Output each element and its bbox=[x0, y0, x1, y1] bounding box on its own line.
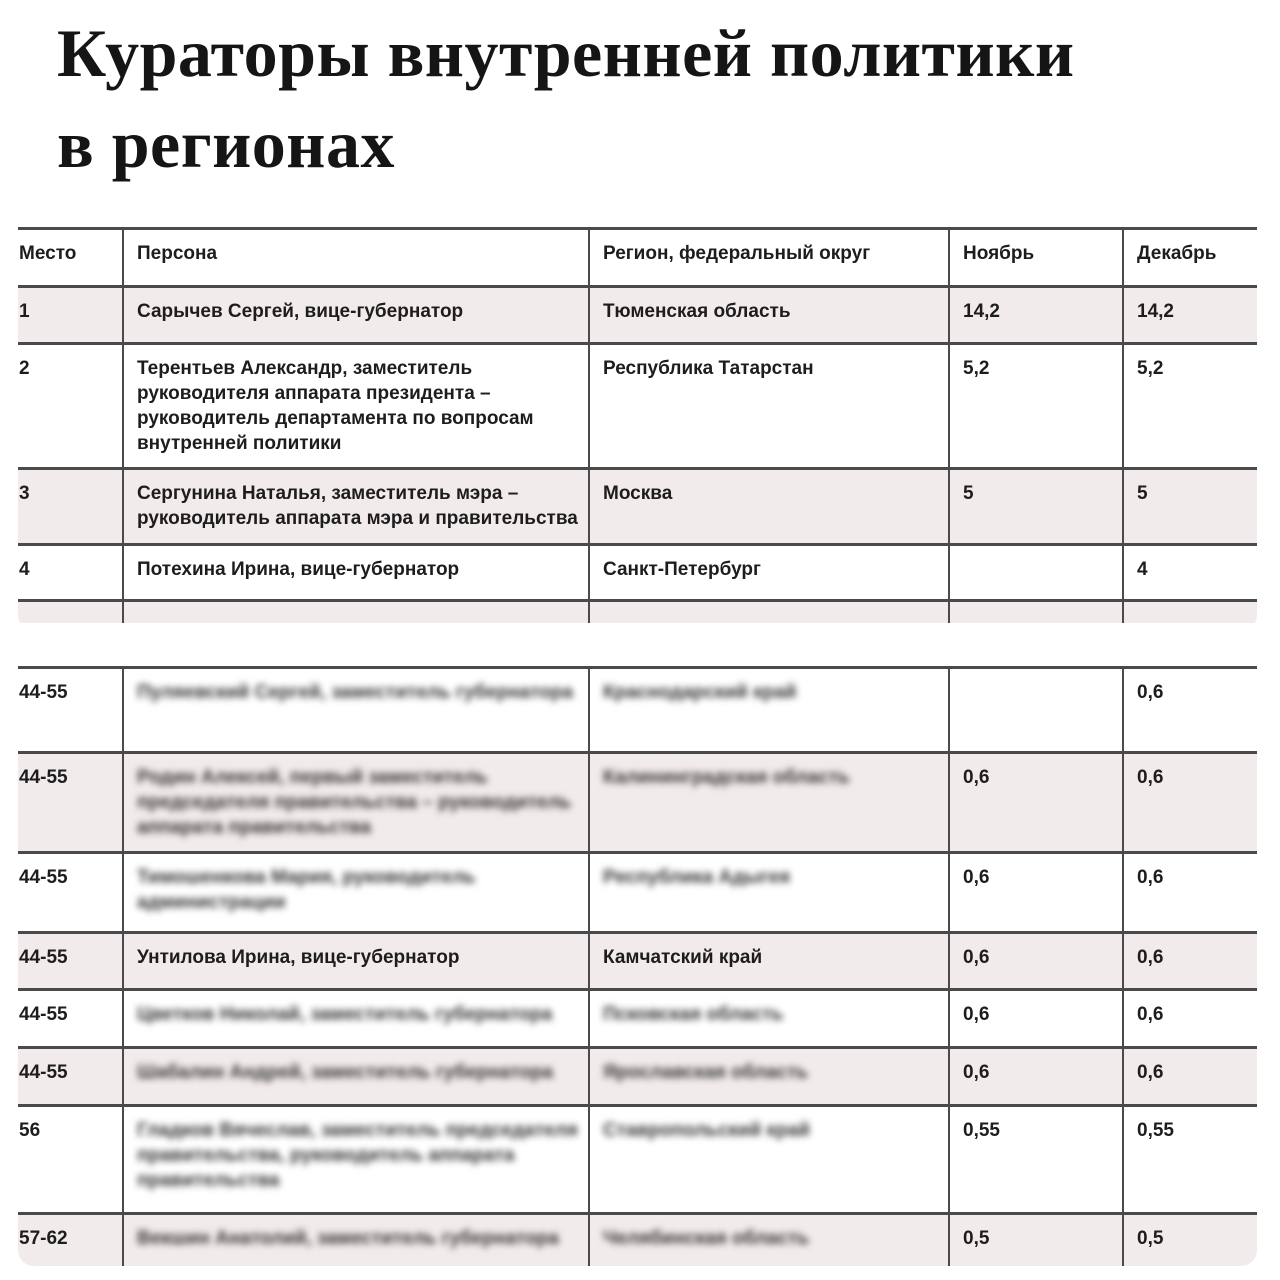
cell-person bbox=[122, 754, 588, 851]
cell-december-text: 0,5 bbox=[1137, 1228, 1164, 1249]
cell-place bbox=[18, 854, 122, 931]
cell-december bbox=[1122, 754, 1257, 851]
cell-december-text: 4 bbox=[1137, 559, 1148, 580]
cell-november-text: 0,6 bbox=[963, 1062, 990, 1083]
cell-region-text: Республика Адыгея bbox=[603, 867, 791, 888]
cell-november-text: 0,6 bbox=[963, 867, 990, 888]
cell-place bbox=[18, 754, 122, 851]
cell-place bbox=[18, 470, 122, 543]
cell-region bbox=[588, 854, 948, 931]
cell-december bbox=[1122, 470, 1257, 543]
cell-november bbox=[948, 345, 1122, 467]
cell-person-text: Векшин Анатолий, заместитель губернатора bbox=[137, 1228, 559, 1249]
cell-region-text: Республика Татарстан bbox=[603, 358, 814, 379]
cell-region bbox=[588, 470, 948, 543]
cell-person-text: Шабалин Андрей, заместитель губернатора bbox=[137, 1062, 553, 1083]
cell-region bbox=[588, 934, 948, 988]
cell-november-text: 0,5 bbox=[963, 1228, 990, 1249]
cell-place-text: 44-55 bbox=[19, 1062, 68, 1083]
cell-person-text: Пуляевский Сергей, заместитель губернатора bbox=[137, 682, 574, 703]
cut-row-strip bbox=[18, 599, 1257, 623]
table-row bbox=[18, 342, 1257, 467]
cell-region-text: Челябинская область bbox=[603, 1228, 810, 1249]
cell-december bbox=[1122, 288, 1257, 342]
cell-place bbox=[18, 546, 122, 599]
cell-region bbox=[588, 754, 948, 851]
cell-region-text: Краснодарский край bbox=[603, 682, 797, 703]
cell-region bbox=[588, 991, 948, 1046]
cell-place bbox=[18, 1049, 122, 1104]
cell-november bbox=[948, 1215, 1122, 1266]
cell-person bbox=[122, 1107, 588, 1212]
cell-november bbox=[948, 991, 1122, 1046]
table-body-bottom bbox=[18, 669, 1257, 1266]
table-fragment-top bbox=[18, 227, 1257, 631]
column-header-place: Место bbox=[19, 243, 77, 264]
cell-place bbox=[18, 991, 122, 1046]
cell-person bbox=[122, 470, 588, 543]
cell-person-text: Терентьев Александр, заместитель руководителя аппарата президента – руководитель департамента по вопросам внутренней политики bbox=[137, 358, 534, 454]
table-row bbox=[18, 851, 1257, 931]
cell-place bbox=[18, 1215, 122, 1266]
cell-december bbox=[1122, 669, 1257, 751]
cell-december bbox=[1122, 1215, 1257, 1266]
cell-november bbox=[948, 1107, 1122, 1212]
column-header-person: Персона bbox=[122, 230, 588, 285]
page-title-line-1: Кураторы внутренней политики bbox=[57, 15, 1075, 91]
cell-november bbox=[948, 546, 1122, 599]
cell-place-text: 44-55 bbox=[19, 767, 68, 788]
cell-december bbox=[1122, 934, 1257, 988]
cell-region-text: Камчатский край bbox=[603, 947, 763, 968]
table-row bbox=[18, 467, 1257, 543]
cell-november bbox=[948, 754, 1122, 851]
cell-region-text: Псковская область bbox=[603, 1004, 784, 1025]
cell-person bbox=[122, 546, 588, 599]
table-fragment-bottom bbox=[18, 666, 1257, 1266]
cell-place-text: 3 bbox=[19, 483, 30, 504]
table-row bbox=[18, 288, 1257, 342]
cell-region-text: Ставропольский край bbox=[603, 1120, 810, 1141]
cell-november-text: 5 bbox=[963, 483, 974, 504]
table-row bbox=[18, 543, 1257, 599]
cell-place-text: 56 bbox=[19, 1120, 41, 1141]
cell-person-text: Унтилова Ирина, вице-губернатор bbox=[137, 947, 460, 968]
cell-person-text: Гладков Вячеслав, заместитель председателя правительства, руководитель аппарата правительства bbox=[137, 1120, 578, 1191]
cell-november bbox=[948, 934, 1122, 988]
cell-person-text: Родин Алексей, первый заместитель председателя правительства – руководитель аппарата правительства bbox=[137, 767, 572, 838]
cell-december-text: 0,6 bbox=[1137, 867, 1164, 888]
cell-december-text: 5,2 bbox=[1137, 358, 1164, 379]
cell-december bbox=[1122, 345, 1257, 467]
cell-place bbox=[18, 934, 122, 988]
cell-person bbox=[122, 1215, 588, 1266]
page-title bbox=[57, 8, 1075, 190]
table-row bbox=[18, 1212, 1257, 1266]
cell-person bbox=[122, 991, 588, 1046]
table-header-row bbox=[18, 230, 1257, 288]
table-row bbox=[18, 669, 1257, 751]
cell-december bbox=[1122, 854, 1257, 931]
cell-place-text: 44-55 bbox=[19, 682, 68, 703]
cell-december-text: 5 bbox=[1137, 483, 1148, 504]
cell-person-text: Тимошенкова Мария, руководитель администрации bbox=[137, 867, 476, 913]
cell-region-text: Тюменская область bbox=[603, 301, 791, 322]
cell-december-text: 0,6 bbox=[1137, 1004, 1164, 1025]
table-row bbox=[18, 931, 1257, 988]
cell-place-text: 57-62 bbox=[19, 1228, 68, 1249]
cell-november-text: 14,2 bbox=[963, 301, 1000, 322]
cell-december-text: 0,6 bbox=[1137, 767, 1164, 788]
cell-person bbox=[122, 345, 588, 467]
cell-person bbox=[122, 288, 588, 342]
cell-region bbox=[588, 288, 948, 342]
cell-place bbox=[18, 669, 122, 751]
cell-december bbox=[1122, 991, 1257, 1046]
cell-december bbox=[1122, 1049, 1257, 1104]
cell-region bbox=[588, 1107, 948, 1212]
cell-december-text: 0,6 bbox=[1137, 1062, 1164, 1083]
cell-person bbox=[122, 669, 588, 751]
cell-region bbox=[588, 546, 948, 599]
cell-region-text: Москва bbox=[603, 483, 673, 504]
table-body-top bbox=[18, 288, 1257, 599]
cell-place bbox=[18, 288, 122, 342]
page-title-line-2: в регионах bbox=[57, 106, 395, 182]
cell-november bbox=[948, 854, 1122, 931]
cell-region bbox=[588, 345, 948, 467]
cell-november-text: 0,6 bbox=[963, 767, 990, 788]
table-row bbox=[18, 751, 1257, 851]
cell-december bbox=[1122, 546, 1257, 599]
cell-region-text: Ярославская область bbox=[603, 1062, 809, 1083]
cell-region bbox=[588, 1049, 948, 1104]
cell-region-text: Санкт-Петербург bbox=[603, 559, 761, 580]
table-row bbox=[18, 1046, 1257, 1104]
cell-region bbox=[588, 1215, 948, 1266]
cell-place bbox=[18, 345, 122, 467]
cell-november bbox=[948, 669, 1122, 751]
cell-november bbox=[948, 470, 1122, 543]
cell-place-text: 2 bbox=[19, 358, 30, 379]
cell-december-text: 0,6 bbox=[1137, 682, 1164, 703]
cell-december-text: 14,2 bbox=[1137, 301, 1174, 322]
cell-november bbox=[948, 1049, 1122, 1104]
cell-place bbox=[18, 1107, 122, 1212]
cell-december-text: 0,6 bbox=[1137, 947, 1164, 968]
cell-place-text: 44-55 bbox=[19, 1004, 68, 1025]
cell-place-text: 4 bbox=[19, 559, 30, 580]
cell-region-text: Калининградская область bbox=[603, 767, 850, 788]
cell-december bbox=[1122, 1107, 1257, 1212]
cell-person-text: Потехина Ирина, вице-губернатор bbox=[137, 559, 460, 580]
cell-person-text: Сергунина Наталья, заместитель мэра – руководитель аппарата мэра и правительства bbox=[137, 483, 578, 529]
cell-november-text: 0,6 bbox=[963, 947, 990, 968]
cell-december-text: 0,55 bbox=[1137, 1120, 1174, 1141]
cell-place-text: 1 bbox=[19, 301, 30, 322]
cell-november-text: 5,2 bbox=[963, 358, 990, 379]
cell-place-text: 44-55 bbox=[19, 947, 68, 968]
cell-person bbox=[122, 934, 588, 988]
column-header-november: Ноябрь bbox=[948, 230, 1122, 285]
cell-person-text: Цветков Николай, заместитель губернатора bbox=[137, 1004, 553, 1025]
cell-place-text: 44-55 bbox=[19, 867, 68, 888]
table-row bbox=[18, 1104, 1257, 1212]
cell-november-text: 0,6 bbox=[963, 1004, 990, 1025]
cell-region bbox=[588, 669, 948, 751]
column-header-region: Регион, федеральный округ bbox=[588, 230, 948, 285]
cell-november-text: 0,55 bbox=[963, 1120, 1000, 1141]
cell-person bbox=[122, 854, 588, 931]
table-row bbox=[18, 988, 1257, 1046]
cell-person bbox=[122, 1049, 588, 1104]
cell-person-text: Сарычев Сергей, вице-губернатор bbox=[137, 301, 464, 322]
cell-november bbox=[948, 288, 1122, 342]
column-header-december: Декабрь bbox=[1122, 230, 1257, 285]
